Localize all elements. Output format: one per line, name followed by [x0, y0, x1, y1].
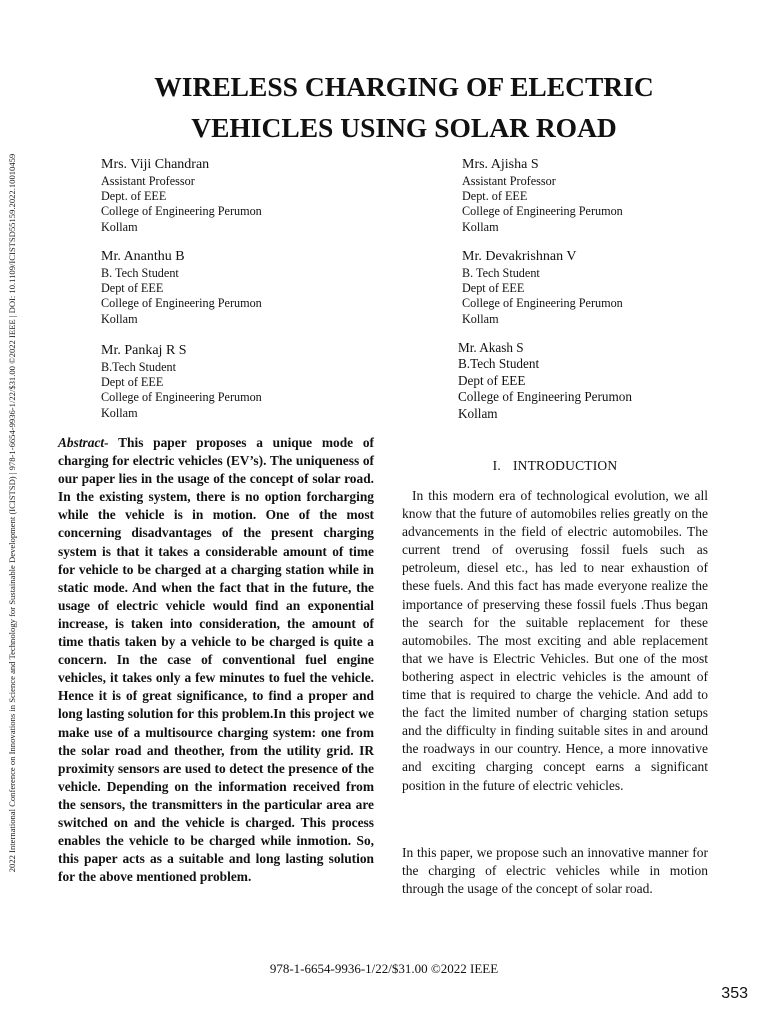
- author-city: Kollam: [462, 311, 499, 326]
- author-city: Kollam: [101, 405, 138, 420]
- author-college: College of Engineering Perumon: [101, 296, 262, 311]
- author-role: B. Tech Student: [462, 266, 540, 280]
- intro-paragraph-2: In this paper, we propose such an innovative manner for the charging of electric vehicles while in motion through the usage of the concept of solar road.: [402, 845, 708, 897]
- author-name: Mr. Devakrishnan V: [462, 249, 577, 264]
- section-heading: [402, 458, 708, 474]
- author-city: Kollam: [462, 219, 499, 234]
- title-line-1: WIRELESS CHARGING OF ELECTRIC: [154, 71, 654, 102]
- author-dept: Dept of EEE: [101, 375, 164, 390]
- author-college: College of Engineering Perumon: [101, 390, 262, 405]
- title-line-2: VEHICLES USING SOLAR ROAD: [191, 112, 617, 143]
- author-college: College of Engineering Perumon: [462, 296, 623, 311]
- author-block: [101, 248, 262, 327]
- copyright-line: 978-1-6654-9936-1/22/$31.00 ©2022 IEEE: [269, 961, 499, 976]
- author-city: Kollam: [101, 219, 138, 234]
- author-name: Mr. Pankaj R S: [101, 343, 187, 358]
- author-dept: Dept of EEE: [101, 281, 164, 296]
- author-dept: Dept. of EEE: [462, 189, 528, 204]
- author-role: B.Tech Student: [101, 360, 176, 374]
- abstract: [58, 434, 374, 886]
- author-name: Mr. Akash S: [458, 340, 524, 355]
- section-number: I.: [492, 458, 501, 473]
- author-role: Assistant Professor: [101, 174, 195, 188]
- author-role: B. Tech Student: [101, 266, 179, 280]
- author-dept: Dept. of EEE: [101, 189, 167, 204]
- author-block: [458, 340, 632, 422]
- side-note: [4, 78, 20, 948]
- intro-paragraph-1: In this modern era of technological evolution, we all know that the future of automobiles relies greatly on the advancements in the field of electric automobiles. The current trend of overusing fossil fuels such as petroleum, diesel etc., has led to near exhaustion of these fuels. And this fact has made everyone realize the importance of preserving these fossil fuels .Thus began the search for the suitable replacement for these automobiles. The most exciting and able replacement that we have is Electric Vehicles. But one of the most bothering aspect in electric vehicles is the amount of time that is required to charge the vehicle. And add to the fact the limited number of charging station setups and the difficulty in finding suitable sites in and around the roadways in our country. Hence, a more innovative and exciting charging concept earns a significant position in the future of electric vehicles.: [402, 488, 708, 793]
- author-city: Kollam: [101, 311, 138, 326]
- author-name: Mrs. Viji Chandran: [101, 157, 210, 172]
- side-note-text: 2022 International Conference on Innovations in Science and Technology for Sustainable Development (ICISTSD) | 978-1-6654-9936-1/22/$31.00 ©2022 IEEE | DOI: 10.1109/ICISTSD55159.2022.10010459: [7, 153, 18, 873]
- author-block: [101, 156, 262, 235]
- author-block: [462, 248, 623, 327]
- paper-title: [100, 66, 708, 148]
- author-college: College of Engineering Perumon: [458, 389, 632, 405]
- author-block: [101, 342, 262, 421]
- author-city: Kollam: [458, 405, 498, 421]
- section-title: INTRODUCTION: [512, 458, 618, 473]
- author-dept: Dept of EEE: [462, 281, 525, 296]
- author-college: College of Engineering Perumon: [462, 204, 623, 219]
- abstract-text: This paper proposes a unique mode of charging for electric vehicles (EV’s). The uniqueness of our paper lies in the usage of the concept of solar road. In the existing system, there is no option forcharging while the vehicle is in motion. One of the most concerning disadvantages of the present charging system is that it takes a considerable amount of time for vehicle to be charged at a charging station while in static mode. And when the fact that in the future, the usage of electric vehicle would find an exponential increase, is taken into consideration, the amount of time thatis taken by a vehicle to be charged is quite a concern. In the case of conventional fuel engine vehicles, it takes only a few minutes to fuel the vehicle. Hence it is of great significance, to find a proper and long lasting solution for this problem.In this project we make use of a multisource charging system: one from the solar road and theother, from the utility grid. IR proximity sensors are used to detect the presence of the vehicle. Depending on the information received from the sensors, the transmitters in the particular area are switched on and the vehicle is charged. This process enables the vehicle to be charged while inmotion. So, this paper acts as a suitable and long lasting solution for the above mentioned problem.: [58, 435, 375, 885]
- author-college: College of Engineering Perumon: [101, 204, 262, 219]
- author-block: [462, 156, 623, 235]
- author-role: Assistant Professor: [462, 174, 556, 188]
- author-name: Mrs. Ajisha S: [462, 157, 539, 172]
- author-dept: Dept of EEE: [458, 372, 526, 388]
- page-number: 353: [721, 985, 748, 1002]
- author-name: Mr. Ananthu B: [101, 249, 185, 264]
- author-role: B.Tech Student: [458, 356, 540, 372]
- abstract-label: Abstract-: [58, 435, 109, 450]
